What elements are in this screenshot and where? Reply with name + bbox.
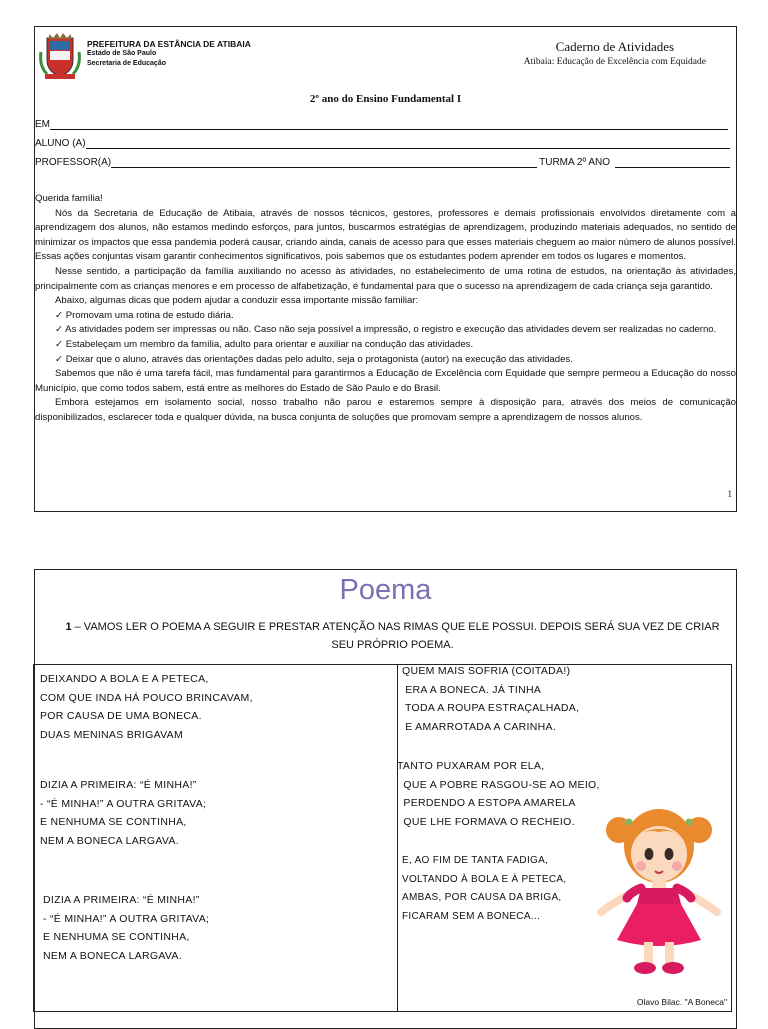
letter-paragraph-4: Sabemos que não é uma tarefa fácil, mas fundamental para garantirmos a Educação de Excelência com Equidade que sempre permeou a Educação do nosso Município, que como todos sabem, está entre as melhores do Estado de São Paulo e do Brasil. bbox=[35, 368, 736, 394]
em-field[interactable] bbox=[35, 119, 728, 130]
letter-paragraph-3: Abaixo, algumas dicas que podem ajudar a conduzir essa importante missão familiar: bbox=[55, 295, 419, 307]
column-divider bbox=[397, 665, 398, 1011]
tip-item-2: ✓ As atividades podem ser impressas ou não. Caso não seja possível a impressão, o registro e execução das atividades devem ser realizadas no caderno. bbox=[55, 324, 717, 336]
tip-item-3: ✓ Estabeleçam um membro da família, adulto para orientar e auxiliar na condução das atividades. bbox=[55, 338, 474, 350]
tip-item-4: ✓ Deixar que o aluno, através das orientações dadas pelo adulto, seja o protagonista (autor) na execução das atividades. bbox=[55, 353, 573, 365]
turma-label: TURMA 2º ANO bbox=[539, 157, 611, 168]
letter-paragraph-2: Nesse sentido, a participação da família auxiliando no acesso às atividades, no estabelecimento de uma rotina de estudos, na orientação às atividades, principalmente com as crianças menores e em processo de alfabetização, é fundamental para que o sucesso na aprendizagem de cada criança seja garantido. bbox=[35, 265, 736, 292]
letter-paragraph-1: Nós da Secretaria de Educação de Atibaia, através de nossos técnicos, gestores, professores e demais profissionais envolvidos diretamente com a aprendizagem dos alunos, não estamos medindo esforços, para juntos, buscarmos estratégias de aprendizagem, produzindo materiais adequados, no sentido de minimizar os impactos que essa pandemia poderá causar, criando ainda, canais de acesso para que esses materiais cheguem ao maior número de alunos possível. Essas ações conjuntas visam garantir conhecimentos significativos, pois sabemos que os estudantes podem aprender em todos os lugares e momentos. bbox=[35, 207, 736, 263]
grade-heading: 2º ano do Ensino Fundamental I bbox=[309, 93, 462, 105]
letter-body bbox=[35, 192, 736, 426]
poem-box bbox=[33, 664, 732, 1012]
tip-item-1: ✓ Promovam uma rotina de estudo diária. bbox=[55, 309, 234, 321]
professor-label: PROFESSOR(A) bbox=[35, 157, 112, 168]
left-stanza-3: DIZIA A PRIMEIRA: “É MINHA!” - “É MINHA!” A OUTRA GRITAVA; E NENHUMA SE CONTINHA, NEM A BONECA LARGAVA. bbox=[43, 894, 210, 962]
caderno-title: Caderno de Atividades bbox=[555, 39, 675, 54]
right-stanza-3: E, AO FIM DE TANTA FADIGA, VOLTANDO À BOLA E À PETECA, AMBAS, POR CAUSA DA BRIGA, FICARAM SEM A BONECA... bbox=[402, 855, 567, 922]
caderno-subtitle: Atibaia: Educação de Excelência com Equidade bbox=[523, 57, 706, 67]
prefeitura-block bbox=[87, 39, 251, 69]
poem-instruction bbox=[65, 618, 720, 654]
right-stanza-2: TANTO PUXARAM POR ELA, QUE A POBRE RASGOU-SE AO MEIO, PERDENDO A ESTOPA AMARELA QUE LHE FORMAVA O RECHEIO. bbox=[397, 760, 600, 828]
aluno-line[interactable] bbox=[86, 138, 730, 149]
poem-page-title: Poema bbox=[339, 574, 432, 606]
instruction-text: – VAMOS LER O POEMA A SEGUIR E PRESTAR ATENÇÃO NAS RIMAS QUE ELE POSSUI. DEPOIS SERÁ SUA VEZ DE CRIAR SEU PRÓPRIO POEMA. bbox=[71, 621, 720, 651]
professor-line[interactable] bbox=[111, 157, 537, 168]
page-number: 1 bbox=[727, 489, 732, 499]
aluno-field[interactable] bbox=[35, 138, 730, 149]
instruction-number: 1 bbox=[65, 621, 72, 633]
coat-of-arms-icon bbox=[39, 30, 81, 80]
turma-line[interactable] bbox=[615, 157, 730, 168]
em-label: EM bbox=[35, 119, 50, 130]
estado-name: Estado de São Paulo bbox=[87, 50, 157, 57]
letter-greeting: Querida família! bbox=[35, 193, 103, 204]
secretaria-name: Secretaria de Educação bbox=[87, 60, 166, 67]
doll-illustration-icon bbox=[589, 788, 729, 976]
prefeitura-name: PREFEITURA DA ESTÂNCIA DE ATIBAIA bbox=[87, 39, 251, 49]
left-stanza-2: DIZIA A PRIMEIRA: “É MINHA!” - “É MINHA!” A OUTRA GRITAVA; E NENHUMA SE CONTINHA, NEM A BONECA LARGAVA. bbox=[40, 779, 207, 847]
poem-credit: Olavo Bilac. "A Boneca" bbox=[636, 997, 727, 1007]
page-one bbox=[34, 26, 737, 512]
page-two bbox=[34, 569, 737, 1029]
left-stanza-1: DEIXANDO A BOLA E A PETECA, COM QUE INDA HÁ POUCO BRINCAVAM, POR CAUSA DE UMA BONECA. DUAS MENINAS BRIGAVAM bbox=[40, 673, 253, 741]
aluno-label: ALUNO (A) bbox=[35, 138, 86, 149]
caderno-block bbox=[524, 39, 706, 67]
professor-field[interactable] bbox=[35, 157, 730, 168]
em-line[interactable] bbox=[50, 119, 728, 130]
letter-paragraph-5: Embora estejamos em isolamento social, nosso trabalho não parou e estaremos sempre à disposição para, através dos meios de comunicação disponibilizados, esclarecer toda e qualquer dúvida, na busca conjunta de soluções que promovam sempre a aprendizagem de nossos alunos. bbox=[35, 397, 736, 423]
right-stanza-1: QUEM MAIS SOFRIA (COITADA!) ERA A BONECA. JÁ TINHA TODA A ROUPA ESTRAÇALHADA, E AMARROTADA A CARINHA. bbox=[402, 665, 580, 733]
